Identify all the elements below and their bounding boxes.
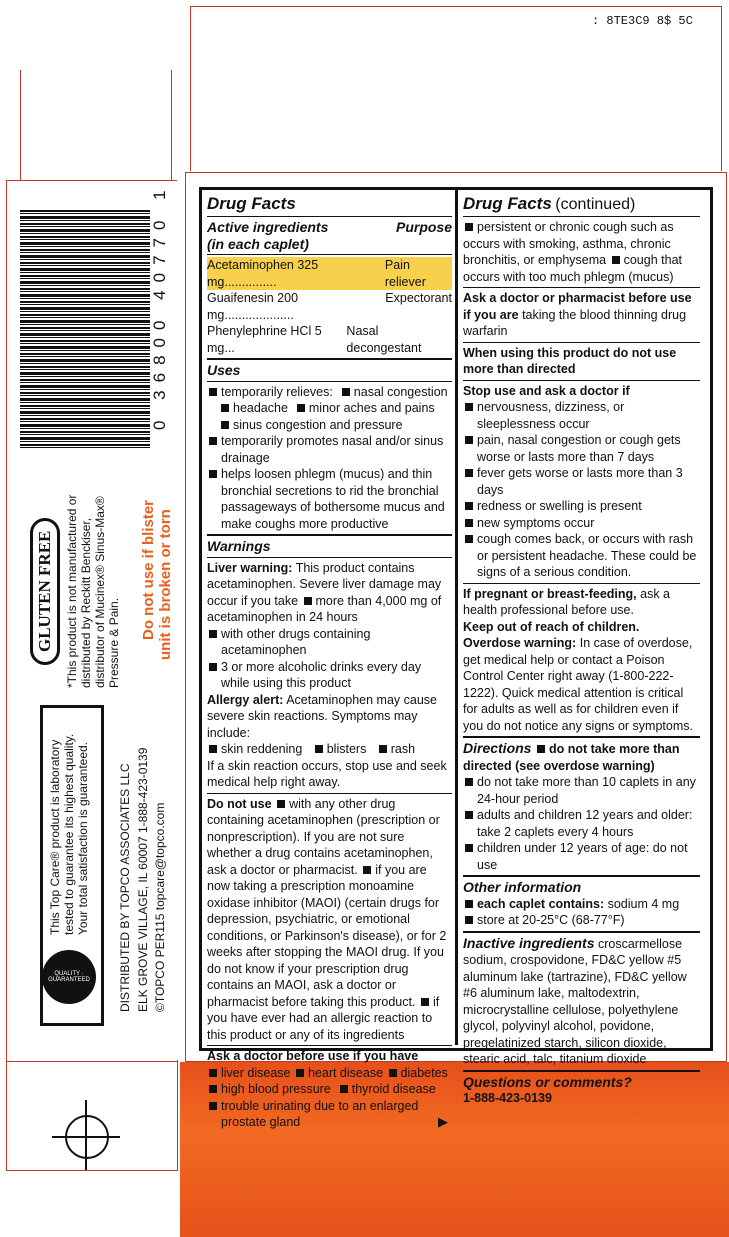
registration-vline — [85, 1100, 87, 1170]
liver-c: 3 or more alcoholic drinks every day while using this product — [207, 659, 452, 692]
other-heading: Other information — [463, 879, 582, 895]
ask-pharmacist: Ask a doctor or pharmacist before use if you are taking the blood thinning drug warfarin — [463, 291, 692, 338]
drug-facts-right — [463, 194, 700, 1107]
warnings-heading: Warnings — [207, 538, 271, 554]
ingredient-name: Phenylephrine HCl 5 mg... — [207, 324, 322, 355]
barcode-number: 0 36800 40770 1 — [150, 182, 169, 430]
blister-warning-1: Do not use if blister — [140, 499, 157, 640]
liver-warning: Liver warning: This product contains acetaminophen. Severe liver damage may occur if you take more than 4,000 mg of acetaminophen in 24 hours — [207, 560, 442, 624]
stop-f: cough comes back, or occurs with rash or persistent headache. These could be signs of a serious condition. — [463, 531, 700, 581]
ingredient-name: Guaifenesin 200 mg.................... — [207, 291, 299, 322]
distributor-2: ELK GROVE VILLAGE, IL 60007 1-888-423-0139 — [136, 747, 150, 1012]
gluten-free-text: GLUTEN FREE — [30, 518, 60, 665]
stop-e: new symptoms occur — [463, 515, 700, 532]
inactive-ingredients: Inactive ingredients croscarmellose sodium, crospovidone, FD&C yellow #5 aluminum lake (tartrazine), FD&C yellow #6 aluminum lake, maltodextrin, microcrystalline cellulose, polyethylene glycol, polyvinyl alcohol, povidone, pregelatinized starch, silicon dioxide, stearic acid, talc, titanium dioxide — [463, 934, 687, 1066]
uses-1: temporarily relieves: nasal congestion — [207, 384, 452, 401]
directions: Directions do not take more than directed (see overdose warning) — [463, 740, 680, 773]
barcode — [20, 210, 150, 450]
ingredient-name: Acetaminophen 325 mg............... — [207, 258, 319, 289]
drug-facts-cont-title: Drug Facts (continued) — [463, 194, 636, 213]
top-flap-outline — [190, 6, 722, 171]
distributor-3: ©TOPCO PER115 topcare@topco.com — [153, 802, 167, 1012]
stop-b: pain, nasal congestion or cough gets worse or lasts more than 7 days — [463, 432, 700, 465]
ingredient-purpose: Nasal decongestant — [346, 324, 422, 355]
uses-1-sub2: sinus congestion and pressure — [207, 417, 452, 434]
active-sub: (in each caplet) — [207, 235, 309, 252]
stop-c: fever gets worse or lasts more than 3 days — [463, 465, 700, 498]
dir-a: do not take more than 10 caplets in any 24-hour period — [463, 774, 700, 807]
gluten-free-badge — [30, 518, 60, 665]
uses-3: helps loosen phlegm (mucus) and thin bronchial secretions to rid the bronchial passageways of bothersome mucus and make coughs more productive — [207, 466, 452, 532]
lot-code: : 8TE3C9 8$ 5C — [592, 14, 693, 28]
ingredient-row — [207, 257, 452, 290]
liver-b: with other drugs containing acetaminophen — [207, 626, 452, 659]
ask-row-3: trouble urinating due to an enlarged prostate gland ▶ — [207, 1098, 452, 1131]
dir-c: children under 12 years of age: do not use — [463, 840, 700, 873]
quality-text: This Top Care® product is laboratory tested to guarantee its highest quality. Your total satisfaction is guaranteed. — [48, 733, 90, 935]
when-using: When using this product do not use more than directed — [463, 345, 677, 376]
blister-warning-2: unit is broken or torn — [157, 509, 174, 660]
do-not-use: Do not use with any other drug containing acetaminophen (prescription or nonprescription). If you are not sure whether a drug contains acetaminophen, ask a doctor or pharmacist. if you are now taking a prescription monoamine oxidase inhibitor (MAOI) (certain drugs for depression, psychiatric, or emotional conditions, or Parkinson's disease), or for 2 weeks after stopping the MAOI drug. If you do not know if your prescription drug contains an MAOI, ask a doctor or pharmacist before taking this product. if you have ever had an allergic reaction to this product or any of its ingredients — [207, 796, 447, 1042]
quality-seal — [42, 950, 96, 1004]
allergy-symptoms: skin reddening blisters rash — [207, 741, 452, 758]
other-a: each caplet contains: sodium 4 mg — [463, 896, 700, 913]
allergy-alert: Allergy alert: Acetaminophen may cause severe skin reactions. Symptoms may include: — [207, 692, 437, 740]
stop-heading: Stop use and ask a doctor if — [463, 383, 630, 398]
cough-items: persistent or chronic cough such as occurs with smoking, asthma, chronic bronchitis, or emphysema cough that occurs with too much phlegm (mucus) — [463, 220, 682, 284]
active-header-row — [207, 219, 452, 236]
ask-doctor-heading: Ask a doctor before use if you have — [207, 1049, 419, 1063]
stop-a: nervousness, dizziness, or sleeplessness occur — [463, 399, 700, 432]
uses-2: temporarily promotes nasal and/or sinus drainage — [207, 433, 452, 466]
ingredient-row — [207, 290, 452, 323]
drug-facts-title: Drug Facts — [207, 194, 296, 213]
seal-text: QUALITY · GUARANTEED — [48, 971, 90, 983]
pregnancy: If pregnant or breast-feeding, ask a health professional before use. — [463, 586, 671, 617]
phone-number: 1-888-423-0139 — [463, 1091, 552, 1105]
stop-d: redness or swelling is present — [463, 498, 700, 515]
ingredient-purpose: Pain reliever — [384, 258, 426, 289]
side-top-flap — [20, 70, 172, 180]
disclaimer: *This product is not manufactured or distributed by Reckitt Benckiser, distributor of Mucinex® Sinus-Max® Pressure & Pain. — [65, 494, 121, 688]
ask-row-2: high blood pressure thyroid disease — [207, 1081, 452, 1098]
purpose-heading: Purpose — [395, 219, 452, 235]
ingredient-purpose: Expectorant — [385, 291, 452, 305]
distributor-1: DISTRIBUTED BY TOPCO ASSOCIATES LLC — [118, 763, 132, 1012]
uses-1-sub: headache minor aches and pains — [207, 400, 452, 417]
drug-facts-left — [207, 194, 452, 1131]
allergy-end: If a skin reaction occurs, stop use and seek medical help right away. — [207, 758, 447, 789]
questions-heading: Questions or comments? — [463, 1073, 632, 1090]
ingredient-row — [207, 323, 452, 356]
active-heading: Active ingredients — [207, 219, 329, 235]
uses-heading: Uses — [207, 362, 241, 378]
dir-b: adults and children 12 years and older: take 2 caplets every 4 hours — [463, 807, 700, 840]
column-divider — [455, 190, 458, 1045]
other-b: store at 20-25°C (68-77°F) — [463, 912, 700, 929]
keep-out: Keep out of reach of children. Overdose warning: In case of overdose, get medical help or contact a Poison Control Center right away (1-800-222-1222). Quick medical attention is critical for adults as well as for children even if you do not notice any signs or symptoms. — [463, 619, 693, 733]
ask-row-1: liver disease heart disease diabetes — [207, 1065, 452, 1082]
